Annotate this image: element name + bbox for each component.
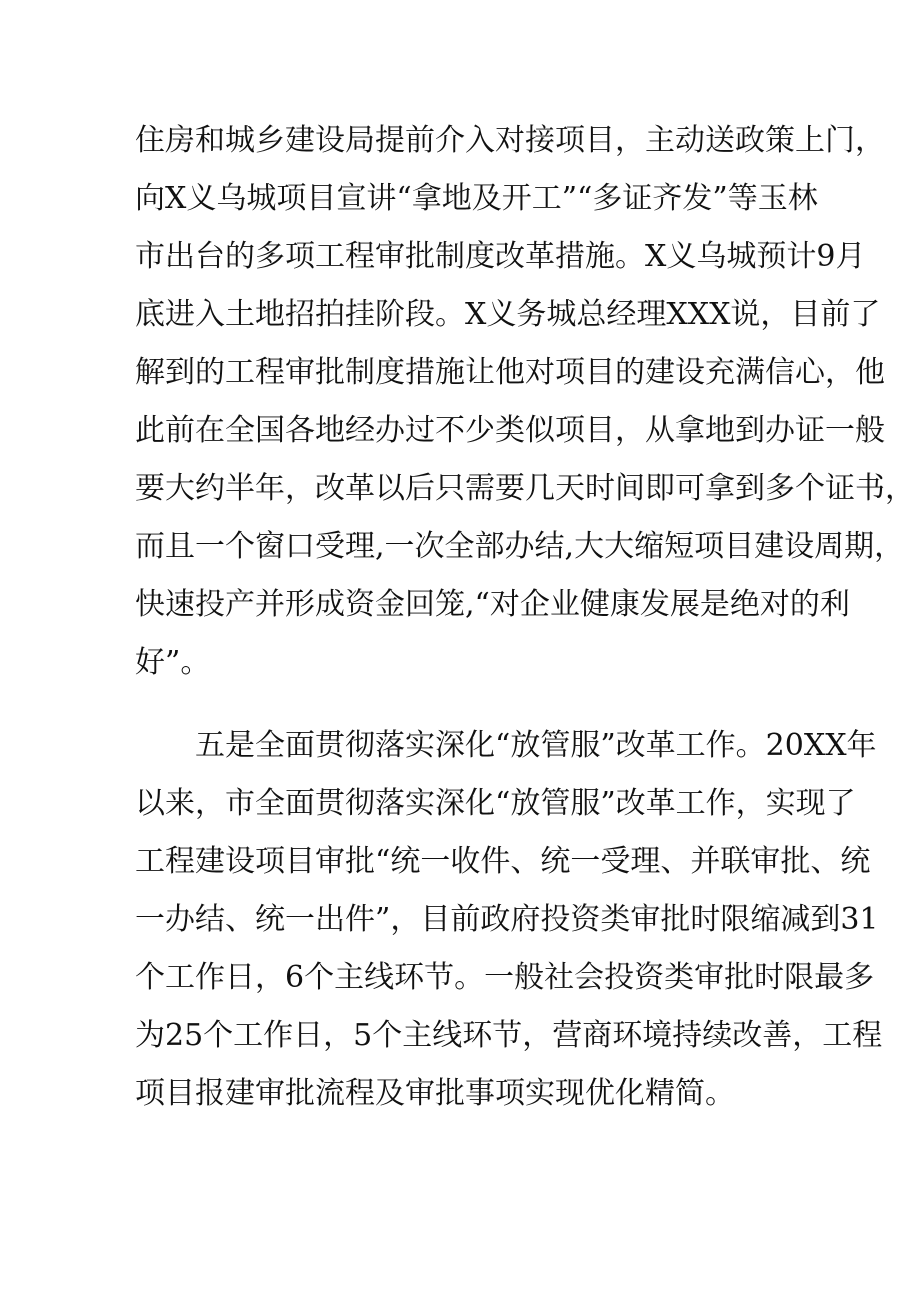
paragraph-line: 此前在全国各地经办过不少类似项目，从拿地到办证一般	[135, 413, 885, 448]
paragraph-line: 市出台的多项工程审批制度改革措施。X义乌城预计9月	[135, 239, 866, 274]
paragraph-line: 要大约半年，改革以后只需要几天时间即可拿到多个证书，	[135, 471, 915, 506]
paragraph-line: 个工作日，6个主线环节。一般社会投资类审批时限最多	[135, 960, 875, 995]
paragraph-line: 为25个工作日，5个主线环节，营商环境持续改善，工程	[135, 1018, 883, 1053]
paragraph-line: 好”。	[135, 645, 211, 680]
paragraph-line: 而且一个窗口受理,一次全部办结,大大缩短项目建设周期，	[135, 529, 905, 564]
paragraph-line: 一办结、统一出件”，目前政府投资类审批时限缩减到31	[135, 902, 879, 937]
paragraph-line: 快速投产并形成资金回笼,“对企业健康发展是绝对的利	[135, 587, 850, 622]
paragraph-line: 工程建设项目审批“统一收件、统一受理、并联审批、统	[135, 844, 871, 879]
paragraph-line: 向X义乌城项目宣讲“拿地及开工”“多证齐发”等玉林	[135, 181, 818, 216]
paragraph-first-line: 五是全面贯彻落实深化“放管服”改革工作。20XX年	[195, 728, 877, 763]
paragraph-line: 以来，市全面贯彻落实深化“放管服”改革工作，实现了	[135, 786, 856, 821]
paragraph-2	[135, 717, 883, 1123]
paragraph-line: 底进入土地招拍挂阶段。X义务城总经理XXX说，目前了	[135, 297, 881, 332]
paragraph-1	[135, 112, 915, 692]
paragraph-line: 住房和城乡建设局提前介入对接项目，主动送政策上门，	[135, 123, 885, 158]
paragraph-line: 解到的工程审批制度措施让他对项目的建设充满信心，他	[135, 355, 885, 390]
paragraph-line: 项目报建审批流程及审批事项实现优化精简。	[135, 1076, 735, 1111]
